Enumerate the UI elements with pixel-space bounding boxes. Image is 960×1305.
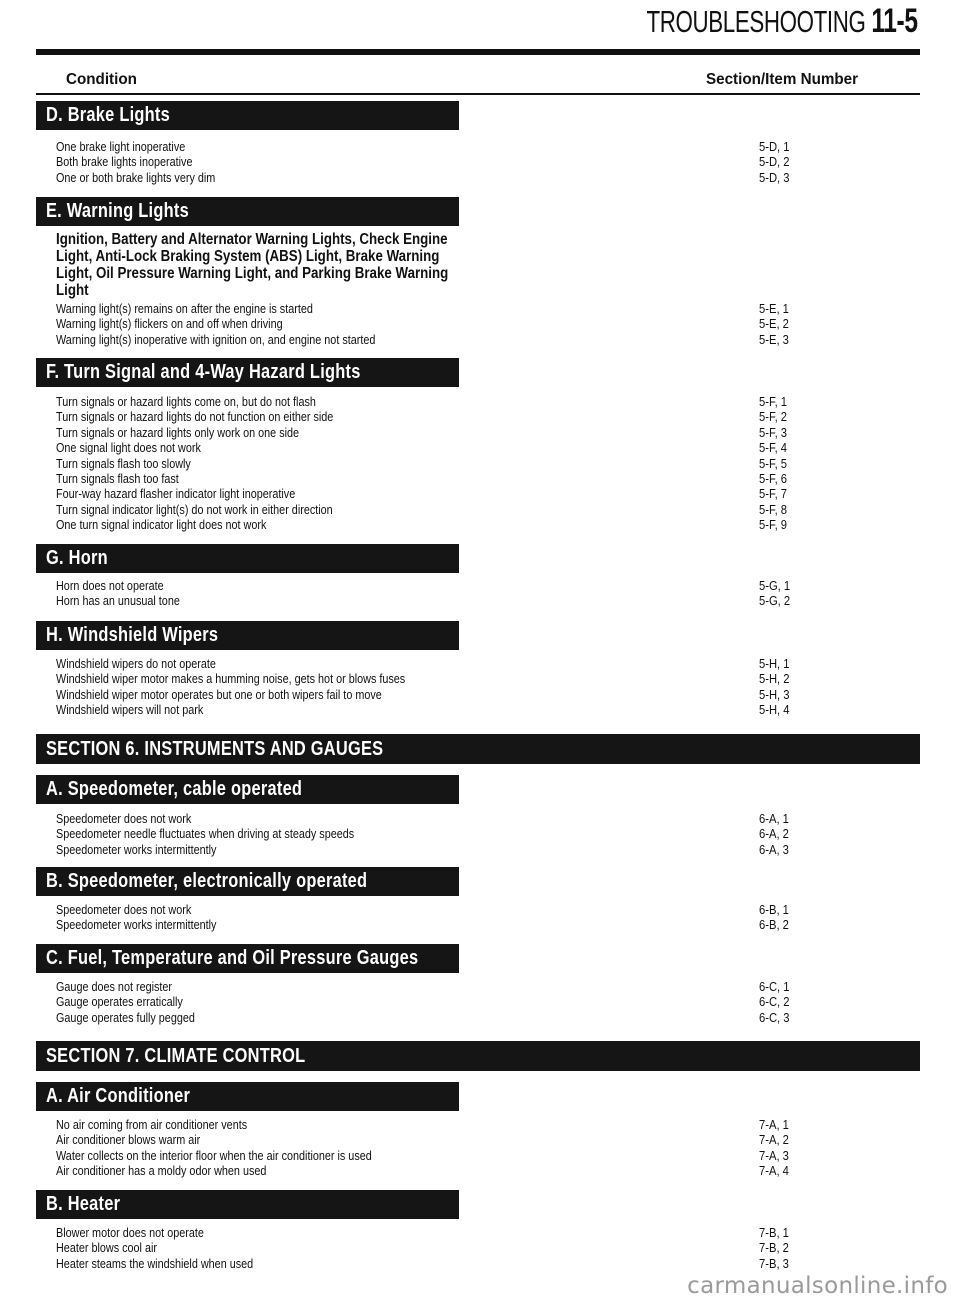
page-header-title: TROUBLESHOOTING — [646, 4, 866, 39]
warning-lights-list — [56, 301, 820, 347]
turn-signal-list — [56, 394, 820, 533]
list-item: One turn signal indicator light does not work 5-F, 9 — [56, 517, 788, 533]
horn-heading: G. Horn — [36, 544, 459, 573]
list-item: Both brake lights inoperative 5-D, 2 — [56, 154, 790, 170]
gauges-list — [56, 979, 820, 1025]
section-7-heading: SECTION 7. CLIMATE CONTROL — [36, 1041, 920, 1071]
list-item: Warning light(s) inoperative with ignition on, and engine not started 5-E, 3 — [56, 331, 789, 347]
warning-lights-heading: E. Warning Lights — [36, 197, 459, 226]
heater-list — [56, 1225, 820, 1271]
list-item: Turn signals flash too slowly 5-F, 5 — [56, 455, 788, 471]
list-item: Turn signals or hazard lights come on, but do not flash 5-F, 1 — [56, 394, 788, 409]
page-header — [647, 2, 918, 41]
air-conditioner-heading: A. Air Conditioner — [36, 1082, 459, 1111]
list-item: Turn signals or hazard lights do not function on either side 5-F, 2 — [56, 409, 788, 425]
list-item: Turn signals or hazard lights only work on one side 5-F, 3 — [56, 424, 788, 440]
list-item: Warning light(s) remains on after the engine is started 5-E, 1 — [56, 301, 789, 316]
watermark: carmanualsonline.info — [687, 1273, 948, 1299]
brake-lights-list — [56, 139, 820, 185]
list-item: Windshield wiper motor makes a humming noise, gets hot or blows fuses 5-H, 2 — [56, 671, 790, 687]
speedometer-electronic-list — [56, 902, 820, 933]
header-rule — [36, 49, 920, 55]
windshield-wipers-list — [56, 656, 820, 718]
turn-signal-heading: F. Turn Signal and 4-Way Hazard Lights — [36, 358, 459, 387]
list-item: Horn has an unusual tone 5-G, 2 — [56, 593, 791, 609]
section-item-column-header: Section/Item Number — [706, 71, 859, 88]
column-header-rule — [36, 93, 920, 95]
list-item: Air conditioner has a moldy odor when used 7-A, 4 — [56, 1163, 789, 1179]
list-item: Water collects on the interior floor when the air conditioner is used 7-A, 3 — [56, 1147, 789, 1163]
list-item: Air conditioner blows warm air 7-A, 2 — [56, 1132, 789, 1148]
condition-column-header: Condition — [66, 71, 137, 88]
list-item: Four-way hazard flasher indicator light inoperative 5-F, 7 — [56, 486, 788, 502]
list-item: Turn signal indicator light(s) do not work in either direction 5-F, 8 — [56, 501, 788, 517]
windshield-wipers-heading: H. Windshield Wipers — [36, 621, 459, 650]
gauges-heading: C. Fuel, Temperature and Oil Pressure Gauges — [36, 944, 459, 973]
list-item: Warning light(s) flickers on and off when driving 5-E, 2 — [56, 316, 789, 332]
brake-lights-heading: D. Brake Lights — [36, 101, 459, 130]
list-item: Windshield wiper motor operates but one or both wipers fail to move 5-H, 3 — [56, 686, 790, 702]
list-item: Speedometer needle fluctuates when driving at steady speeds 6-A, 2 — [56, 826, 789, 842]
heater-heading: B. Heater — [36, 1190, 459, 1219]
warning-lights-subheading: Ignition, Battery and Alternator Warning Lights, Check Engine Light, Anti-Lock Braking System (ABS) Light, Brake Warning Light, Oil Pressure Warning Light, and Parking Brake Warning Light — [56, 231, 449, 299]
speedometer-cable-list — [56, 811, 820, 857]
list-item: Gauge operates fully pegged 6-C, 3 — [56, 1009, 790, 1025]
list-item: Blower motor does not operate 7-B, 1 — [56, 1225, 789, 1240]
speedometer-cable-heading: A. Speedometer, cable operated — [36, 775, 459, 804]
list-item: Gauge does not register 6-C, 1 — [56, 979, 790, 994]
list-item: Heater blows cool air 7-B, 2 — [56, 1240, 789, 1256]
list-item: Turn signals flash too fast 5-F, 6 — [56, 470, 788, 486]
horn-list — [56, 578, 820, 609]
list-item: Heater steams the windshield when used 7-B, 3 — [56, 1255, 789, 1271]
list-item: Horn does not operate 5-G, 1 — [56, 578, 791, 593]
list-item: Speedometer works intermittently 6-B, 2 — [56, 917, 789, 933]
list-item: One or both brake lights very dim 5-D, 3 — [56, 169, 790, 185]
list-item: Speedometer works intermittently 6-A, 3 — [56, 841, 789, 857]
list-item: No air coming from air conditioner vents 7-A, 1 — [56, 1117, 789, 1132]
list-item: Gauge operates erratically 6-C, 2 — [56, 994, 790, 1010]
list-item: One signal light does not work 5-F, 4 — [56, 440, 788, 456]
list-item: Speedometer does not work 6-A, 1 — [56, 811, 789, 826]
page-number: 11-5 — [871, 2, 918, 40]
list-item: Speedometer does not work 6-B, 1 — [56, 902, 789, 917]
speedometer-electronic-heading: B. Speedometer, electronically operated — [36, 867, 459, 896]
air-conditioner-list — [56, 1117, 820, 1179]
list-item: Windshield wipers will not park 5-H, 4 — [56, 702, 790, 718]
list-item: One brake light inoperative 5-D, 1 — [56, 139, 790, 154]
list-item: Windshield wipers do not operate 5-H, 1 — [56, 656, 790, 671]
section-6-heading: SECTION 6. INSTRUMENTS AND GAUGES — [36, 734, 920, 764]
